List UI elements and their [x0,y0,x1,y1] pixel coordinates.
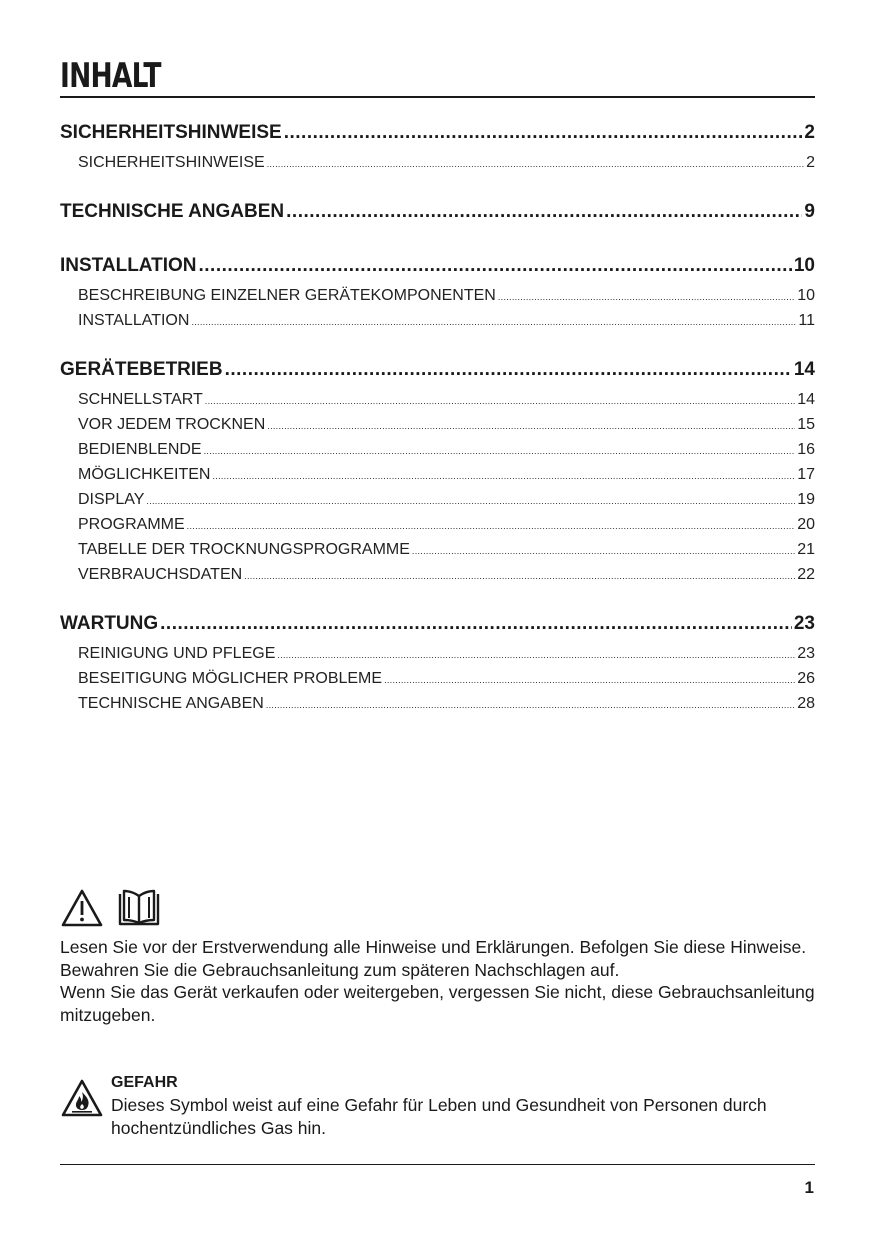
dot-leader [244,564,795,589]
toc-subentry-page: 26 [797,670,815,687]
toc-subentry[interactable] [60,537,815,562]
toc-subentry[interactable] [60,437,815,462]
toc-subentry[interactable] [60,512,815,537]
toc-subentry[interactable] [60,641,815,666]
toc-subentry-title: INSTALLATION [78,312,190,329]
flammable-warning-icon [60,1078,104,1118]
dot-leader [267,152,804,177]
toc-subentry-title: MÖGLICHKEITEN [78,466,211,483]
toc-subentry-title: TABELLE DER TROCKNUNGSPROGRAMME [78,541,410,558]
toc-chapter[interactable] [60,116,815,150]
toc-chapter-page: 10 [793,255,815,276]
toc-subentry-title: TECHNISCHE ANGABEN [78,695,264,712]
dot-leader [277,643,795,668]
toc-subentry-title: BESEITIGUNG MÖGLICHER PROBLEME [78,670,383,687]
dot-leader [205,389,795,414]
toc-chapter-page: 23 [793,613,815,634]
toc-subentry[interactable] [60,666,815,691]
toc-subentry-page: 21 [797,541,815,558]
toc-subentry-title: VERBRAUCHSDATEN [78,566,243,583]
toc-subentry[interactable] [60,308,815,333]
dot-leader [284,116,803,150]
toc-chapter-page: 2 [804,122,815,143]
dot-leader [146,489,795,514]
danger-notice [60,1072,820,1139]
dot-leader [286,195,802,229]
toc-subentry[interactable] [60,562,815,587]
toc-subentry[interactable] [60,462,815,487]
manual-book-icon [116,888,162,928]
toc-subentry[interactable] [60,283,815,308]
dot-leader [267,414,795,439]
toc-subentry-page: 28 [797,695,815,712]
intro-line-2: Bewahren Sie die Gebrauchsanleitung zum späteren Nachschlagen auf. [60,959,620,980]
toc-subentry-page: 17 [797,466,815,483]
toc-subentry[interactable] [60,412,815,437]
toc-subentry-page: 16 [797,441,815,458]
toc-subentry-page: 14 [797,391,815,408]
toc-chapter-title: GERÄTEBETRIEB [60,359,223,380]
toc-chapter[interactable] [60,353,815,387]
toc-chapter-title: SICHERHEITSHINWEISE [60,122,282,143]
toc-subentry-page: 19 [797,491,815,508]
toc-chapter-title: TECHNISCHE ANGABEN [60,201,285,222]
dot-leader [225,353,792,387]
toc-chapter[interactable] [60,249,815,283]
toc-subentry-page: 11 [798,312,815,329]
page-number: 1 [804,1178,814,1197]
toc-section [60,607,815,716]
toc-subentry-title: DISPLAY [78,491,145,508]
toc-subentry-title: BEDIENBLENDE [78,441,202,458]
toc-chapter[interactable] [60,607,815,641]
toc-subentry-page: 20 [797,516,815,533]
dot-leader [384,668,795,693]
danger-description: Dieses Symbol weist auf eine Gefahr für Leben und Gesundheit von Personen durch hochentzündliches Gas hin. [111,1095,767,1138]
toc-subentry-title: VOR JEDEM TROCKNEN [78,416,266,433]
toc-subentry-page: 15 [797,416,815,433]
intro-line-3: Wenn Sie das Gerät verkaufen oder weitergeben, vergessen Sie nicht, diese Gebrauchsanleitung mitzugeben. [60,982,815,1025]
toc-subentry-title: SCHNELLSTART [78,391,203,408]
toc-subentry-title: REINIGUNG UND PFLEGE [78,645,276,662]
toc-section [60,249,815,333]
toc-section [60,195,815,229]
toc-subentry[interactable] [60,387,815,412]
toc-subentry-title: SICHERHEITSHINWEISE [78,154,265,171]
toc-subentry[interactable] [60,150,815,175]
table-of-contents [60,116,815,736]
danger-heading: GEFAHR [111,1074,178,1091]
toc-subentry-page: 23 [797,645,815,662]
dot-leader [199,249,792,283]
toc-chapter-page: 9 [804,201,815,222]
footer-divider [60,1164,815,1165]
toc-subentry[interactable] [60,487,815,512]
dot-leader [191,310,796,335]
toc-subentry-title: PROGRAMME [78,516,185,533]
title-divider [60,96,815,98]
toc-subentry[interactable] [60,691,815,716]
toc-chapter[interactable] [60,195,815,229]
toc-subentry-page: 10 [797,287,815,304]
toc-subentry-title: BESCHREIBUNG EINZELNER GERÄTEKOMPONENTEN [78,287,496,304]
dot-leader [412,539,795,564]
toc-subentry-page: 22 [797,566,815,583]
dot-leader [266,693,795,718]
toc-chapter-title: WARTUNG [60,613,159,634]
notice-icons [60,888,162,928]
dot-leader [204,439,796,464]
toc-chapter-page: 14 [793,359,815,380]
dot-leader [187,514,796,539]
dot-leader [498,285,795,310]
intro-line-1: Lesen Sie vor der Erstverwendung alle Hinweise und Erklärungen. Befolgen Sie diese Hinweise. [60,937,807,957]
dot-leader [212,464,795,489]
toc-section [60,116,815,175]
toc-section [60,353,815,587]
page-title: INHALT [60,56,161,96]
intro-text [60,936,820,1026]
toc-subentry-page: 2 [806,154,815,171]
warning-icon [60,888,104,928]
toc-chapter-title: INSTALLATION [60,255,197,276]
dot-leader [160,607,792,641]
